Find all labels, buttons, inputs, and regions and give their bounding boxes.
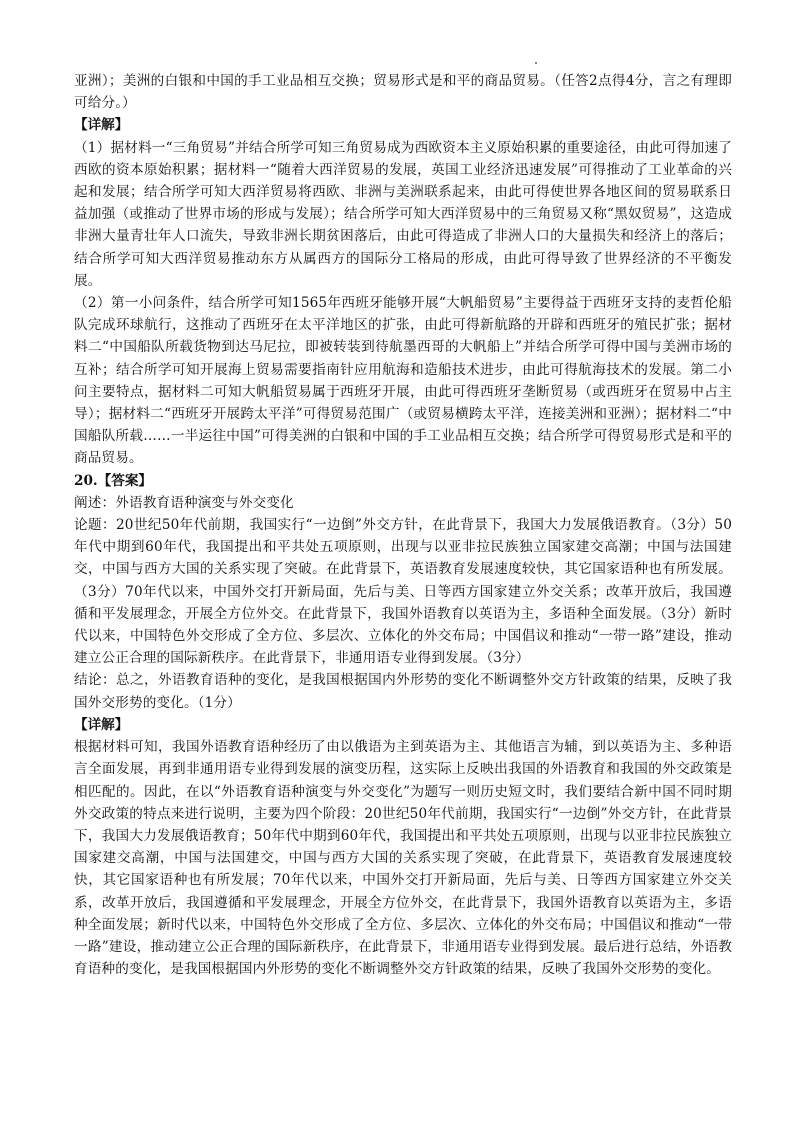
scan-speck — [535, 62, 537, 64]
section-heading: 【详解】 — [74, 716, 129, 733]
section-heading: 20.【答案】 — [74, 472, 153, 489]
text-paragraph: 结论：总之，外语教育语种的变化，是我国根据国内外形势的变化不断调整外交方针政策的结果，反映了我国外交形势的变化。（1分） — [74, 672, 732, 711]
text-paragraph: 根据材料可知，我国外语教育语种经历了由以俄语为主到英语为主、其他语言为辅，到以英语为主、多种语言全面发展，再到非通用语专业得到发展的演变历程，这实际上反映出我国的外语教育和我国的外交政策是相匹配的。因此，在以“外语教育语种演变与外交变化”为题写一则历史短文时，我们要结合新中国不同时期外交政策的特点来进行说明，主要为四个阶段：20世纪50年代前期，我国实行“一边倒”外交方针，在此背景下，我国大力发展俄语教育；50年代中期到60年代，我国提出和平共处五项原则，出现与以亚非拉民族独立国家建交高潮，中国与法国建交，中国与西方大国的关系实现了突破，在此背景下，英语教育发展速度较快，其它国家语种也有所发展；70年代以来，中国外交打开新局面，先后与美、日等西方国家建立外交关系，改革开放后，我国遵循和平发展理念，开展全方位外交，在此背景下，我国外语教育以英语为主，多语种全面发展；新时代以来，中国特色外交形成了全方位、多层次、立体化的外交布局；中国倡议和推动“一带一路”建设，推动建立公正合理的国际新秩序，在此背景下，非通用语专业得到发展。最后进行总结，外语教育语种的变化，是我国根据国内外形势的变化不断调整外交方针政策的结果，反映了我国外交形势的变化。 — [74, 739, 732, 978]
text-paragraph: 亚洲）；美洲的白银和中国的手工业品相互交换；贸易形式是和平的商品贸易。（任答2点得4分，言之有理即可给分。） — [74, 73, 732, 112]
section-heading: 【详解】 — [74, 117, 129, 134]
text-paragraph: 阐述：外语教育语种演变与外交变化 — [74, 494, 294, 511]
text-paragraph: （2）第一小问条件，结合所学可知1565年西班牙能够开展“大帆船贸易”主要得益于西班牙支持的麦哲伦船队完成环球航行，这推动了西班牙在太平洋地区的扩张，由此可得新航路的开辟和西班牙的殖民扩张；据材料二“中国船队所载货物到达马尼拉，即被转装到待航墨西哥的大帆船上”并结合所学可得中国与美洲市场的互补；结合所学可知开展海上贸易需要指南针应用航海和造船技术进步，由此可得航海技术的发展。第二小问主要特点，据材料二可知大帆船贸易属于西班牙开展，由此可得西班牙垄断贸易（或西班牙在贸易中占主导）；据材料二“西班牙开展跨太平洋”可得贸易范围广（或贸易横跨太平洋，连接美洲和亚洲）；据材料二“中国船队所载……一半运往中国”可得美洲的白银和中国的手工业品相互交换；结合所学可得贸易形式是和平的商品贸易。 — [74, 295, 732, 467]
text-paragraph: 论题：20世纪50年代前期，我国实行“一边倒”外交方针，在此背景下，我国大力发展俄语教育。（3分）50年代中期到60年代，我国提出和平共处五项原则，出现与以亚非拉民族独立国家建交高潮；中国与法国建交，中国与西方大国的关系实现了突破。在此背景下，英语教育发展速度较快，其它国家语种也有所发展。（3分）70年代以来，中国外交打开新局面，先后与美、日等西方国家建立外交关系；改革开放后，我国遵循和平发展理念，开展全方位外交。在此背景下，我国外语教育以英语为主，多语种全面发展。（3分）新时代以来，中国特色外交形成了全方位、多层次、立体化的外交布局；中国倡议和推动“一带一路”建设，推动建立公正合理的国际新秩序。在此背景下，非通用语专业得到发展。（3分） — [74, 517, 732, 667]
document-body — [74, 70, 732, 980]
text-paragraph: （1）据材料一“三角贸易”并结合所学可知三角贸易成为西欧资本主义原始积累的重要途径，由此可得加速了西欧的资本原始积累；据材料一“随着大西洋贸易的发展，英国工业经济迅速发展”可得推动了工业革命的兴起和发展；结合所学可知大西洋贸易将西欧、非洲与美洲联系起来，由此可得使世界各地区间的贸易联系日益加强（或推动了世界市场的形成与发展）；结合所学可知大西洋贸易中的三角贸易又称“黑奴贸易”，这造成非洲大量青壮年人口流失，导致非洲长期贫困落后，由此可得造成了非洲人口的大量损失和经济上的落后；结合所学可知大西洋贸易推动东方从属西方的国际分工格局的形成，由此可得导致了世界经济的不平衡发展。 — [74, 139, 732, 289]
